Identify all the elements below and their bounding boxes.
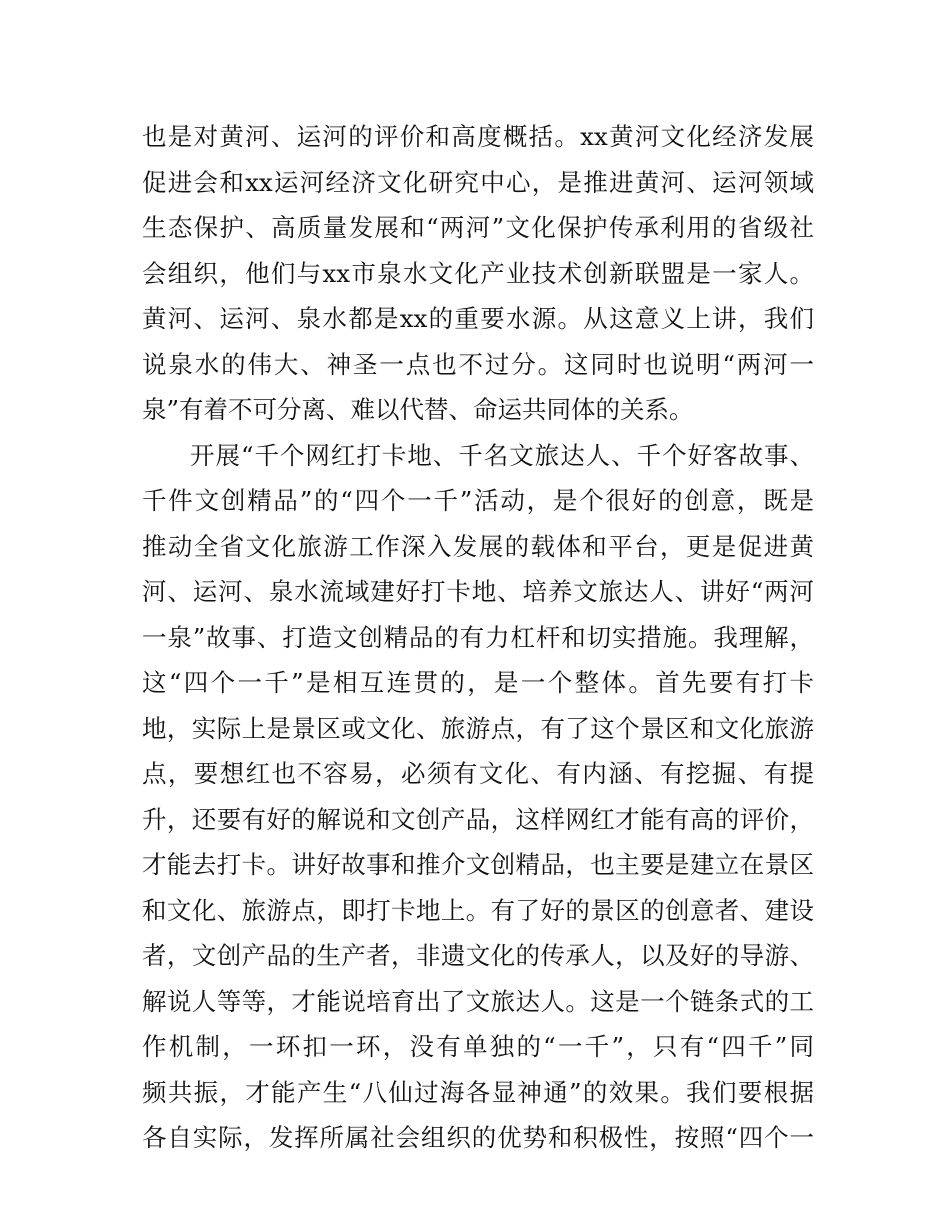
- text-line: 升，还要有好的解说和文创产品，这样网红才能有高的评价，: [142, 804, 814, 834]
- text-line: 解说人等等，才能说培育出了文旅达人。这是一个链条式的工: [142, 986, 814, 1016]
- paragraph-end-line: 泉”有着不可分离、难以代替、命运共同体的关系。: [142, 395, 694, 424]
- text-line: 各自实际，发挥所属社会组织的优势和积极性，按照“四个一: [142, 1123, 814, 1152]
- text-line: 促进会和xx运河经济文化研究中心，是推进黄河、运河领域: [142, 167, 814, 197]
- text-line: 河、运河、泉水流域建好打卡地、培养文旅达人、讲好“两河: [142, 577, 814, 606]
- text-line: 作机制，一环扣一环，没有单独的“一千”，只有“四千”同: [142, 1032, 814, 1061]
- paragraph-start-line: 开展“千个网红打卡地、千名文旅达人、千个好客故事、: [190, 440, 814, 470]
- text-line: 说泉水的伟大、神圣一点也不过分。这同时也说明“两河一: [142, 349, 814, 379]
- text-line: 也是对黄河、运河的评价和高度概括。xx黄河文化经济发展: [142, 122, 814, 151]
- text-line: 频共振，才能产生“八仙过海各显神通”的效果。我们要根据: [142, 1077, 814, 1107]
- text-line: 者，文创产品的生产者，非遗文化的传承人，以及好的导游、: [142, 941, 814, 970]
- document-body: [142, 114, 814, 1161]
- text-line: 一泉”故事、打造文创精品的有力杠杆和切实措施。我理解，: [142, 622, 814, 652]
- text-line: 这“四个一千”是相互连贯的，是一个整体。首先要有打卡: [142, 668, 814, 697]
- text-line: 和文化、旅游点，即打卡地上。有了好的景区的创意者、建设: [142, 895, 814, 925]
- text-line: 才能去打卡。讲好故事和推介文创精品，也主要是建立在景区: [142, 850, 814, 879]
- text-line: 千件文创精品”的“四个一千”活动，是个很好的创意，既是: [142, 486, 814, 515]
- text-line: 会组织，他们与xx市泉水文化产业技术创新联盟是一家人。: [142, 258, 814, 288]
- text-line: 黄河、运河、泉水都是xx的重要水源。从这意义上讲，我们: [142, 304, 814, 333]
- text-line: 点，要想红也不容易，必须有文化、有内涵、有挖掘、有提: [142, 759, 814, 788]
- text-line: 生态保护、高质量发展和“两河”文化保护传承利用的省级社: [142, 213, 814, 242]
- text-line: 推动全省文化旅游工作深入发展的载体和平台，更是促进黄: [142, 531, 814, 561]
- text-line: 地，实际上是景区或文化、旅游点，有了这个景区和文化旅游: [142, 713, 814, 743]
